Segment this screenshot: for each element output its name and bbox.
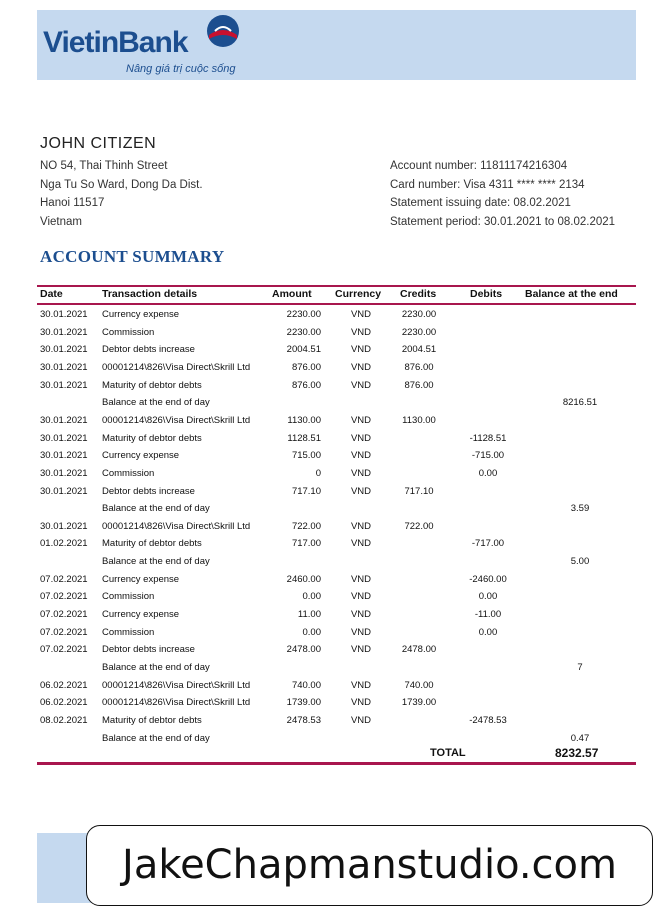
cell-details: 00001214\826\Visa Direct\Skrill Ltd bbox=[102, 697, 251, 709]
customer-name: JOHN CITIZEN bbox=[40, 135, 157, 152]
cell-date: 06.02.2021 bbox=[40, 697, 88, 709]
cell-amount: 2230.00 bbox=[286, 309, 321, 320]
cell-details: Commission bbox=[102, 467, 155, 479]
cell-details: Debtor debts increase bbox=[102, 485, 195, 497]
cell-details: Currency expense bbox=[102, 573, 180, 585]
table-row bbox=[37, 591, 636, 609]
cell-amount: 740.00 bbox=[291, 679, 321, 691]
table-row bbox=[37, 503, 636, 521]
cell-details: Balance at the end of day bbox=[102, 397, 210, 409]
cell-details: Balance at the end of day bbox=[102, 662, 210, 673]
cell-credits: 717.10 bbox=[404, 485, 434, 497]
cell-currency: VND bbox=[350, 697, 372, 709]
account-number: Account number: 11811174216304 bbox=[390, 160, 568, 172]
col-header-amount: Amount bbox=[272, 288, 312, 300]
cell-currency: VND bbox=[350, 679, 372, 691]
cell-date: 30.01.2021 bbox=[40, 520, 88, 532]
cell-date: 30.01.2021 bbox=[40, 450, 88, 462]
cell-amount: 1739.00 bbox=[286, 697, 321, 709]
customer-address bbox=[40, 157, 203, 231]
cell-date: 08.02.2021 bbox=[40, 714, 88, 726]
cell-currency: VND bbox=[350, 467, 372, 479]
cell-date: 07.02.2021 bbox=[40, 591, 88, 603]
cell-amount: 2460.00 bbox=[286, 573, 321, 585]
cell-details: Commission bbox=[102, 326, 155, 338]
cell-balance: 3.59 bbox=[570, 503, 590, 515]
cell-details: Balance at the end of day bbox=[102, 732, 210, 744]
cell-balance: 8216.51 bbox=[562, 397, 598, 409]
cell-currency: VND bbox=[350, 626, 372, 638]
table-row bbox=[37, 574, 636, 592]
cell-details: Currency expense bbox=[102, 609, 180, 621]
cell-credits: 876.00 bbox=[404, 379, 434, 391]
cell-details: Maturity of debtor debts bbox=[102, 714, 202, 726]
cell-debits: -2478.53 bbox=[469, 714, 507, 726]
table-row bbox=[37, 344, 636, 362]
cell-date: 30.01.2021 bbox=[40, 379, 88, 391]
table-row bbox=[37, 609, 636, 627]
cell-details: Commission bbox=[102, 626, 155, 638]
cell-date: 01.02.2021 bbox=[40, 538, 88, 550]
bank-logo-text: VietinBank bbox=[43, 26, 188, 59]
cell-currency: VND bbox=[350, 361, 372, 373]
cell-amount: 876.00 bbox=[291, 379, 321, 391]
cell-details: Debtor debts increase bbox=[102, 344, 195, 356]
table-row bbox=[37, 362, 636, 380]
statement-period: Statement period: 30.01.2021 to 08.02.2021 bbox=[390, 215, 616, 228]
cell-date: 30.01.2021 bbox=[40, 344, 88, 356]
cell-details: Maturity of debtor debts bbox=[102, 432, 202, 444]
table-row bbox=[37, 556, 636, 574]
table-rule-top bbox=[37, 285, 636, 287]
cell-details: 00001214\826\Visa Direct\Skrill Ltd bbox=[102, 520, 251, 532]
cell-debits: -1128.51 bbox=[469, 432, 507, 444]
cell-debits: -717.00 bbox=[471, 538, 505, 550]
cell-currency: VND bbox=[350, 309, 372, 320]
cell-details: 00001214\826\Visa Direct\Skrill Ltd bbox=[102, 361, 251, 373]
cell-date: 30.01.2021 bbox=[40, 361, 88, 373]
cell-currency: VND bbox=[350, 450, 372, 462]
table-row bbox=[37, 538, 636, 556]
total-label: TOTAL bbox=[430, 747, 466, 759]
cell-currency: VND bbox=[350, 326, 372, 338]
cell-date: 06.02.2021 bbox=[40, 679, 88, 691]
cell-credits: 1739.00 bbox=[401, 697, 437, 709]
cell-currency: VND bbox=[350, 609, 372, 621]
table-rule-header bbox=[37, 303, 636, 305]
cell-amount: 717.00 bbox=[291, 538, 321, 550]
address-line: Vietnam bbox=[40, 215, 82, 228]
cell-details: 00001214\826\Visa Direct\Skrill Ltd bbox=[102, 414, 251, 426]
cell-debits: -11.00 bbox=[474, 609, 502, 621]
cell-currency: VND bbox=[350, 714, 372, 726]
cell-amount: 0 bbox=[315, 467, 321, 479]
cell-details: Currency expense bbox=[102, 450, 180, 462]
cell-balance: 7 bbox=[577, 662, 583, 673]
cell-date: 30.01.2021 bbox=[40, 485, 88, 497]
table-row bbox=[37, 521, 636, 539]
cell-debits: -2460.00 bbox=[469, 573, 507, 585]
cell-credits: 740.00 bbox=[404, 679, 434, 691]
cell-date: 30.01.2021 bbox=[40, 467, 88, 479]
cell-date: 07.02.2021 bbox=[40, 644, 88, 656]
cell-amount: 0.00 bbox=[302, 626, 321, 638]
cell-details: Commission bbox=[102, 591, 155, 603]
address-line: Nga Tu So Ward, Dong Da Dist. bbox=[40, 178, 203, 191]
cell-date: 07.02.2021 bbox=[40, 573, 88, 585]
cell-date: 07.02.2021 bbox=[40, 626, 88, 638]
table-row bbox=[37, 733, 636, 751]
col-header-date: Date bbox=[40, 288, 63, 300]
col-header-currency: Currency bbox=[335, 288, 382, 300]
card-number: Card number: Visa 4311 **** **** 2134 bbox=[390, 178, 585, 191]
table-row bbox=[37, 680, 636, 698]
table-row bbox=[37, 486, 636, 504]
cell-currency: VND bbox=[350, 379, 372, 391]
account-info bbox=[390, 157, 615, 231]
cell-amount: 722.00 bbox=[291, 520, 321, 532]
cell-details: Currency expense bbox=[102, 309, 180, 320]
cell-credits: 2230.00 bbox=[401, 326, 437, 338]
cell-details: Balance at the end of day bbox=[102, 503, 210, 515]
address-line: Hanoi 11517 bbox=[40, 197, 105, 209]
cell-credits: 2230.00 bbox=[401, 309, 437, 320]
table-row bbox=[37, 415, 636, 433]
cell-amount: 717.10 bbox=[291, 485, 321, 497]
total-value: 8232.57 bbox=[555, 746, 599, 760]
cell-credits: 2004.51 bbox=[401, 344, 437, 356]
cell-date: 30.01.2021 bbox=[40, 309, 88, 320]
cell-details: Balance at the end of day bbox=[102, 556, 210, 568]
cell-currency: VND bbox=[350, 414, 372, 426]
cell-currency: VND bbox=[350, 573, 372, 585]
section-title: ACCOUNT SUMMARY bbox=[40, 247, 225, 266]
cell-currency: VND bbox=[350, 432, 372, 444]
cell-balance: 0.47 bbox=[570, 732, 590, 744]
issuing-date: Statement issuing date: 08.02.2021 bbox=[390, 197, 571, 209]
cell-balance: 5.00 bbox=[570, 556, 590, 568]
bank-tagline: Nâng giá trị cuộc sống bbox=[126, 63, 236, 75]
table-row bbox=[37, 662, 636, 680]
cell-currency: VND bbox=[350, 485, 372, 497]
cell-amount: 715.00 bbox=[291, 450, 321, 462]
table-row bbox=[37, 450, 636, 468]
table-row bbox=[37, 468, 636, 486]
cell-debits: -715.00 bbox=[471, 450, 505, 462]
table-row bbox=[37, 697, 636, 715]
cell-details: Debtor debts increase bbox=[102, 644, 195, 656]
col-header-credits: Credits bbox=[400, 288, 437, 300]
cell-amount: 2230.00 bbox=[286, 326, 321, 338]
cell-currency: VND bbox=[350, 644, 372, 656]
col-header-debits: Debits bbox=[470, 288, 503, 300]
col-header-balance: Balance at the end bbox=[525, 288, 618, 300]
table-row bbox=[37, 627, 636, 645]
cell-currency: VND bbox=[350, 344, 372, 356]
cell-credits: 1130.00 bbox=[402, 414, 436, 426]
cell-debits: 0.00 bbox=[478, 591, 498, 603]
table-row bbox=[37, 397, 636, 415]
table-row bbox=[37, 715, 636, 733]
col-header-details: Transaction details bbox=[102, 288, 198, 300]
cell-date: 30.01.2021 bbox=[40, 432, 88, 444]
cell-credits: 2478.00 bbox=[401, 644, 437, 656]
cell-amount: 2478.53 bbox=[286, 714, 321, 726]
header-banner bbox=[37, 10, 636, 80]
cell-amount: 2478.00 bbox=[286, 644, 321, 656]
table-rule-bottom bbox=[37, 762, 636, 765]
cell-credits: 876.00 bbox=[404, 361, 434, 373]
table-row bbox=[37, 433, 636, 451]
table-row bbox=[37, 644, 636, 662]
cell-details: 00001214\826\Visa Direct\Skrill Ltd bbox=[102, 679, 251, 691]
cell-amount: 1128.51 bbox=[287, 432, 321, 444]
cell-amount: 1130.00 bbox=[287, 414, 321, 426]
table-row bbox=[37, 309, 636, 327]
cell-date: 30.01.2021 bbox=[40, 414, 88, 426]
cell-amount: 2004.51 bbox=[286, 344, 321, 356]
cell-amount: 11.00 bbox=[297, 609, 321, 621]
cell-details: Maturity of debtor debts bbox=[102, 379, 202, 391]
cell-amount: 876.00 bbox=[291, 361, 321, 373]
cell-date: 07.02.2021 bbox=[40, 609, 88, 621]
table-row bbox=[37, 327, 636, 345]
address-line: NO 54, Thai Thinh Street bbox=[40, 160, 168, 172]
cell-credits: 722.00 bbox=[404, 520, 434, 532]
cell-date: 30.01.2021 bbox=[40, 326, 88, 338]
watermark: JakeChapmanstudio.com bbox=[86, 825, 653, 906]
cell-amount: 0.00 bbox=[302, 591, 321, 603]
cell-details: Maturity of debtor debts bbox=[102, 538, 202, 550]
cell-currency: VND bbox=[350, 538, 372, 550]
cell-currency: VND bbox=[350, 520, 372, 532]
cell-currency: VND bbox=[350, 591, 372, 603]
bank-logo-icon bbox=[205, 13, 241, 49]
cell-debits: 0.00 bbox=[478, 626, 498, 638]
cell-debits: 0.00 bbox=[478, 467, 498, 479]
table-row bbox=[37, 380, 636, 398]
